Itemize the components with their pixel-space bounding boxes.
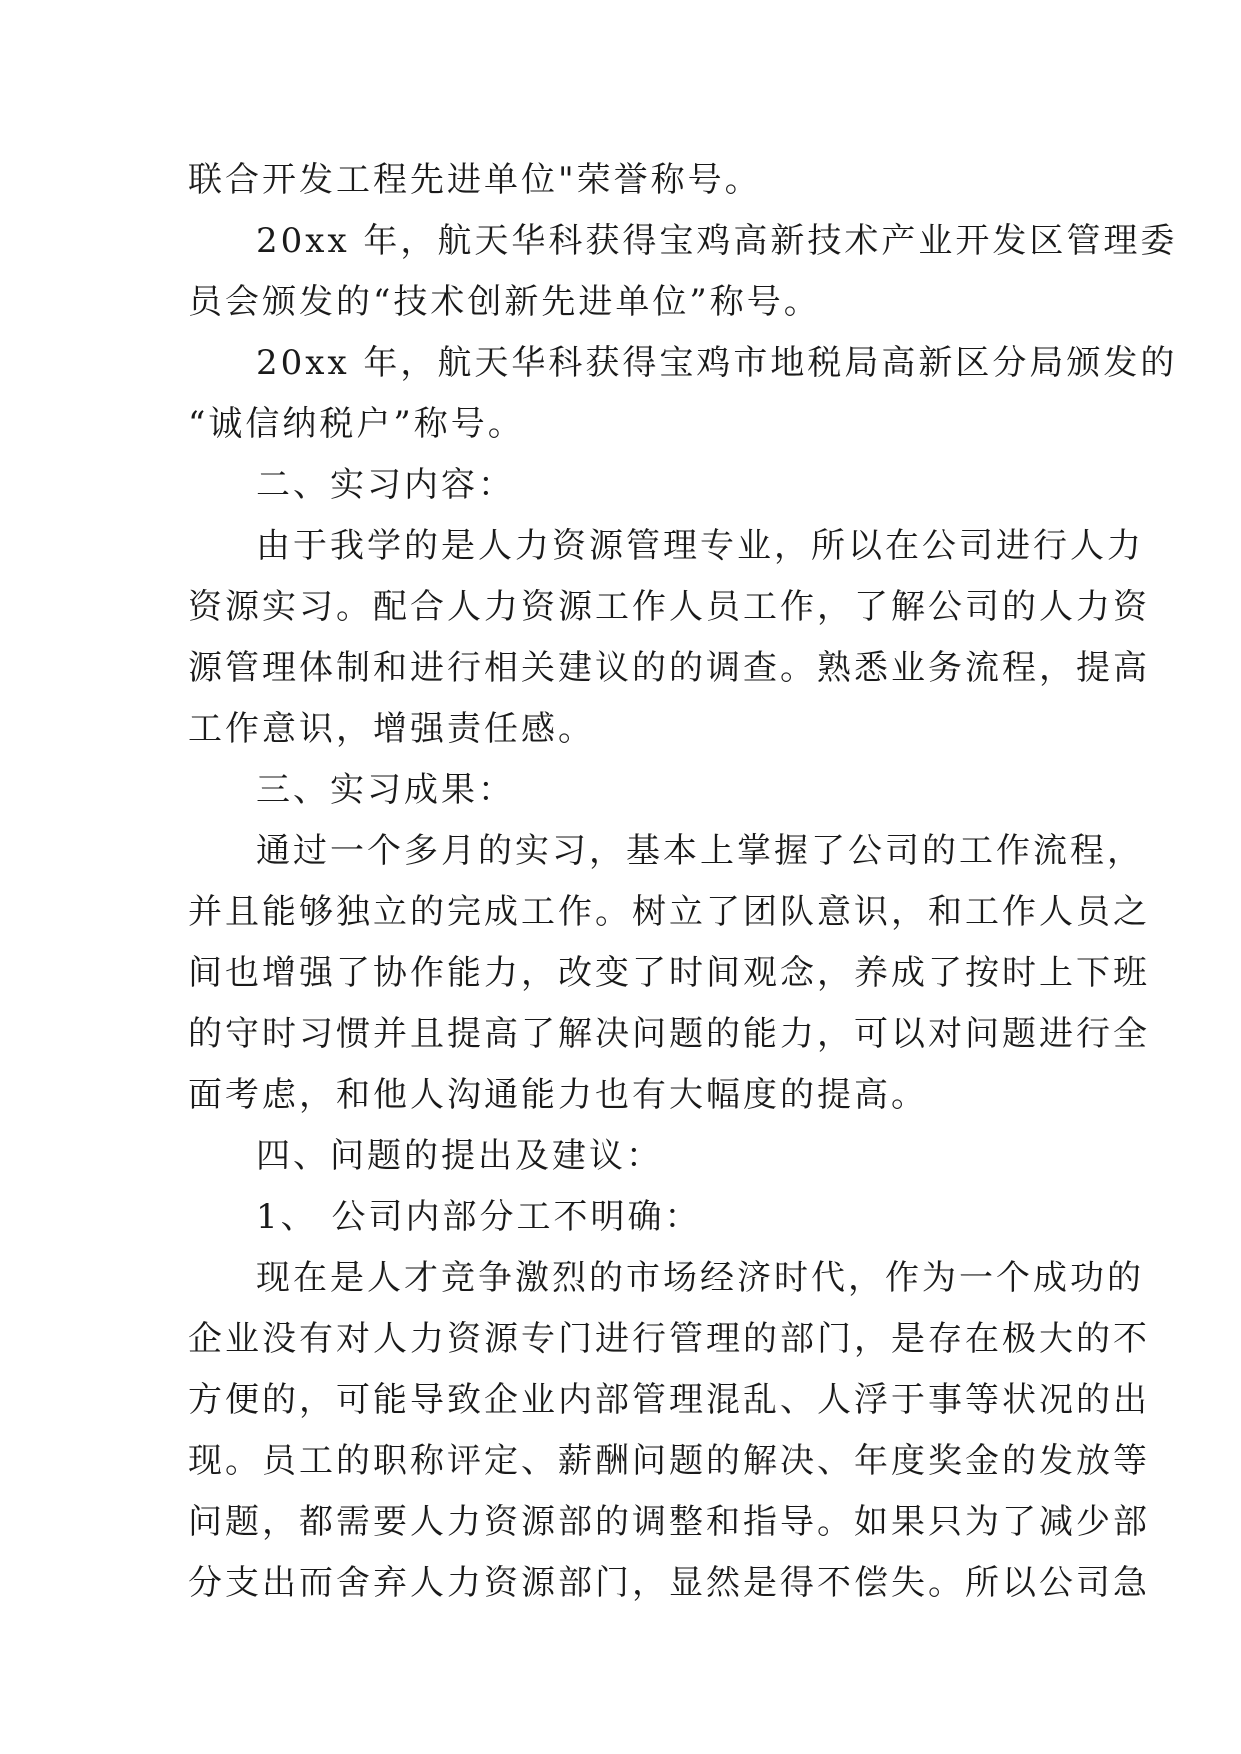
text-line-24: 分支出而舍弃人力资源部门，显然是得不偿失。所以公司急 <box>188 1563 1150 1603</box>
text-line-20: 企业没有对人力资源专门进行管理的部门，是存在极大的不 <box>188 1319 1150 1359</box>
text-line-21: 方便的，可能导致企业内部管理混乱、人浮于事等状况的出 <box>188 1380 1150 1420</box>
section-heading-problems-suggestions: 四、问题的提出及建议： <box>256 1136 663 1176</box>
text-line-22: 现。员工的职称评定、薪酬问题的解决、年度奖金的发放等 <box>188 1441 1150 1481</box>
subheading-division-of-labor: 1、 公司内部分工不明确： <box>256 1197 702 1237</box>
text-line-13: 并且能够独立的完成工作。树立了团队意识，和工作人员之 <box>188 892 1150 932</box>
text-line-19: 现在是人才竞争激烈的市场经济时代，作为一个成功的 <box>256 1258 1144 1298</box>
text-line-15: 的守时习惯并且提高了解决问题的能力，可以对问题进行全 <box>188 1014 1150 1054</box>
text-line-2: 20xx 年，航天华科获得宝鸡高新技术产业开发区管理委 <box>256 221 1178 261</box>
text-line-7: 由于我学的是人力资源管理专业，所以在公司进行人力 <box>256 526 1144 566</box>
text-line-23: 问题，都需要人力资源部的调整和指导。如果只为了减少部 <box>188 1502 1150 1542</box>
text-line-16: 面考虑，和他人沟通能力也有大幅度的提高。 <box>188 1075 928 1115</box>
text-line-14: 间也增强了协作能力，改变了时间观念，养成了按时上下班 <box>188 953 1150 993</box>
text-line-10: 工作意识，增强责任感。 <box>188 709 595 749</box>
text-line-4: 20xx 年，航天华科获得宝鸡市地税局高新区分局颁发的 <box>256 343 1178 383</box>
text-line-1: 联合开发工程先进单位"荣誉称号。 <box>188 160 762 200</box>
document-page <box>188 150 1178 1614</box>
text-line-8: 资源实习。配合人力资源工作人员工作，了解公司的人力资 <box>188 587 1150 627</box>
section-heading-internship-results: 三、实习成果： <box>256 770 515 810</box>
text-line-12: 通过一个多月的实习，基本上掌握了公司的工作流程， <box>256 831 1144 871</box>
text-line-5: “诚信纳税户”称号。 <box>188 404 525 444</box>
text-line-3: 员会颁发的“技术创新先进单位”称号。 <box>188 282 821 322</box>
section-heading-internship-content: 二、实习内容： <box>256 465 515 505</box>
text-line-9: 源管理体制和进行相关建议的的调查。熟悉业务流程，提高 <box>188 648 1150 688</box>
